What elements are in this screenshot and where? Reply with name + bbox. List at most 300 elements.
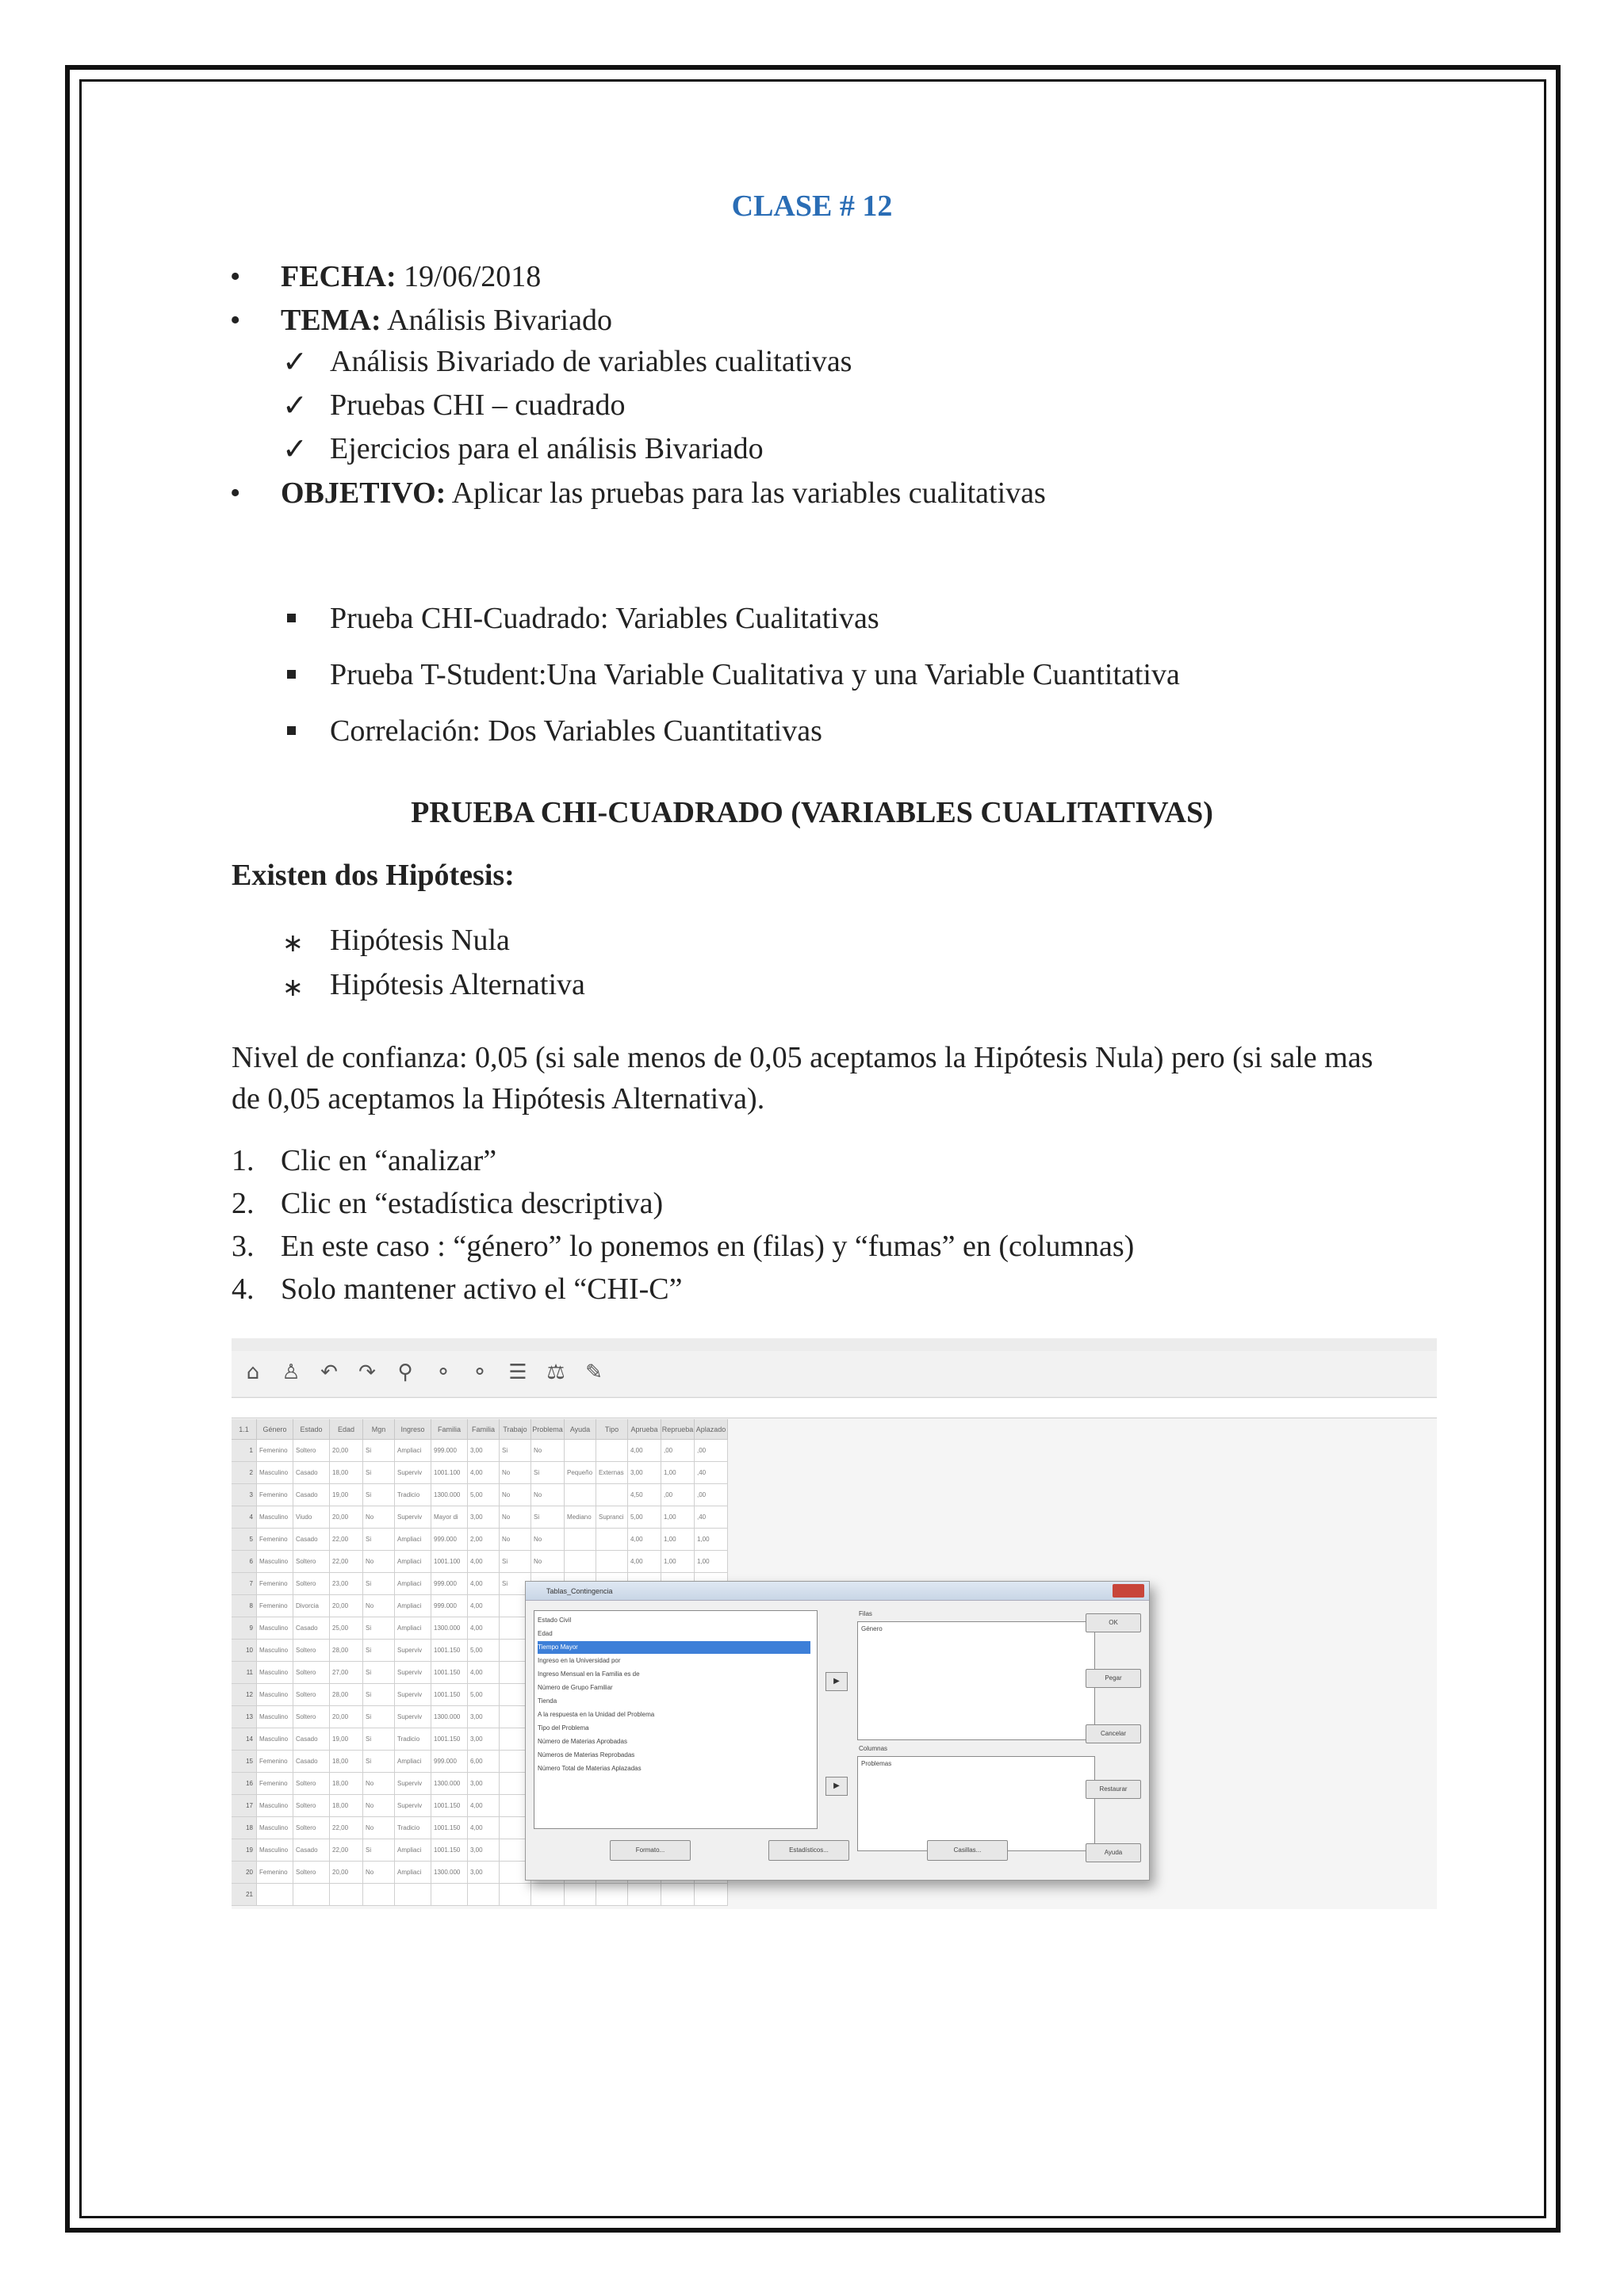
table-cell[interactable]: 20,00 — [330, 1440, 363, 1462]
table-cell[interactable]: No — [363, 1595, 395, 1617]
table-cell[interactable] — [628, 1884, 661, 1906]
table-cell[interactable]: Externas — [596, 1462, 628, 1484]
table-cell[interactable]: Masculino — [257, 1817, 293, 1839]
table-cell[interactable]: 1001.150 — [431, 1817, 468, 1839]
table-cell[interactable]: No — [363, 1773, 395, 1795]
asterisk-bullet-icon: ∗ — [282, 972, 304, 1002]
table-cell[interactable] — [565, 1884, 596, 1906]
table-cell[interactable]: 4,50 — [628, 1484, 661, 1506]
table-cell[interactable]: 1,00 — [661, 1462, 695, 1484]
table-cell[interactable]: 28,00 — [330, 1640, 363, 1662]
table-cell[interactable]: 27,00 — [330, 1662, 363, 1684]
table-cell[interactable]: Si — [363, 1751, 395, 1773]
table-cell[interactable]: Pequeño — [565, 1462, 596, 1484]
row-number[interactable]: 3 — [232, 1484, 257, 1506]
table-cell[interactable]: Si — [363, 1684, 395, 1706]
grid-column-header[interactable]: Edad — [330, 1419, 363, 1440]
table-cell[interactable]: Soltero — [293, 1706, 330, 1728]
table-cell[interactable]: 1,00 — [695, 1529, 728, 1551]
table-cell[interactable]: Si — [500, 1551, 531, 1573]
table-cell[interactable]: Si — [363, 1728, 395, 1751]
row-number[interactable]: 2 — [232, 1462, 257, 1484]
grid-column-header[interactable]: Trabajo — [500, 1419, 531, 1440]
table-cell[interactable]: 3,00 — [468, 1862, 500, 1884]
table-cell[interactable]: Si — [363, 1640, 395, 1662]
table-cell[interactable]: 1,00 — [695, 1551, 728, 1573]
square-bullet-icon — [287, 726, 296, 735]
table-cell[interactable]: 999.000 — [431, 1595, 468, 1617]
table-cell[interactable]: Si — [531, 1462, 565, 1484]
table-cell[interactable] — [293, 1884, 330, 1906]
table-cell[interactable]: Ampliaci — [395, 1551, 431, 1573]
table-cell[interactable]: Tradicio — [395, 1817, 431, 1839]
table-cell[interactable]: Si — [363, 1617, 395, 1640]
square-bullet-icon — [287, 670, 296, 679]
table-cell[interactable] — [565, 1551, 596, 1573]
objetivo-line: OBJETIVO: Aplicar las pruebas para las variables cualitativas — [281, 476, 1046, 510]
table-cell[interactable]: 1300.000 — [431, 1773, 468, 1795]
table-cell[interactable] — [257, 1884, 293, 1906]
grid-column-header[interactable]: Familia — [431, 1419, 468, 1440]
table-cell[interactable]: Ampliaci — [395, 1440, 431, 1462]
table-cell[interactable]: ,40 — [695, 1506, 728, 1529]
row-number[interactable]: 20 — [232, 1862, 257, 1884]
row-number[interactable]: 16 — [232, 1773, 257, 1795]
variable-list-item[interactable]: Número de Grupo Familiar — [538, 1684, 613, 1691]
table-row — [232, 1551, 728, 1573]
table-row — [232, 1884, 728, 1906]
table-cell[interactable]: Soltero — [293, 1795, 330, 1817]
grid-column-header[interactable]: Mgn — [363, 1419, 395, 1440]
table-cell[interactable]: 3,00 — [468, 1728, 500, 1751]
table-cell[interactable]: Femenino — [257, 1484, 293, 1506]
table-cell[interactable]: Masculino — [257, 1839, 293, 1862]
table-cell[interactable]: 28,00 — [330, 1684, 363, 1706]
table-cell[interactable]: 3,00 — [468, 1440, 500, 1462]
table-cell[interactable]: Soltero — [293, 1773, 330, 1795]
table-cell[interactable] — [596, 1440, 628, 1462]
table-cell[interactable]: 1001.150 — [431, 1728, 468, 1751]
table-cell[interactable]: 4,00 — [628, 1529, 661, 1551]
format-button[interactable]: Formato... — [610, 1840, 691, 1861]
table-cell[interactable]: 4,00 — [468, 1662, 500, 1684]
table-cell[interactable]: Si — [363, 1484, 395, 1506]
row-number[interactable]: 8 — [232, 1595, 257, 1617]
table-cell[interactable]: Casado — [293, 1751, 330, 1773]
table-cell[interactable]: Ampliaci — [395, 1751, 431, 1773]
table-cell[interactable]: 6,00 — [468, 1751, 500, 1773]
table-cell[interactable]: No — [500, 1529, 531, 1551]
marker-icon: ⚬ — [471, 1360, 488, 1384]
move-right-icon[interactable]: ▶ — [825, 1672, 848, 1691]
row-number[interactable]: 4 — [232, 1506, 257, 1529]
cells-button[interactable]: Casillas... — [927, 1840, 1008, 1861]
section-title: PRUEBA CHI-CUADRADO (VARIABLES CUALITATIVAS) — [411, 796, 1213, 829]
grid-column-header[interactable]: Aplazado — [695, 1419, 728, 1440]
table-cell[interactable]: Masculino — [257, 1706, 293, 1728]
row-number[interactable]: 5 — [232, 1529, 257, 1551]
table-cell[interactable]: No — [531, 1440, 565, 1462]
table-cell[interactable]: Casado — [293, 1462, 330, 1484]
reset-button[interactable]: Restaurar — [1086, 1780, 1141, 1799]
table-cell[interactable]: 1300.000 — [431, 1484, 468, 1506]
table-cell[interactable]: ,00 — [661, 1440, 695, 1462]
table-cell[interactable]: Masculino — [257, 1462, 293, 1484]
table-cell[interactable]: 3,00 — [468, 1773, 500, 1795]
grid-column-header[interactable]: Género — [257, 1419, 293, 1440]
prueba-item: Prueba CHI-Cuadrado: Variables Cualitativas — [330, 602, 879, 635]
variable-list-item[interactable]: Número de Materias Aprobadas — [538, 1738, 627, 1745]
row-number[interactable]: 17 — [232, 1795, 257, 1817]
variable-list[interactable] — [534, 1610, 818, 1829]
row-number[interactable]: 19 — [232, 1839, 257, 1862]
table-cell[interactable]: 4,00 — [468, 1595, 500, 1617]
table-cell[interactable]: 19,00 — [330, 1484, 363, 1506]
table-cell[interactable]: No — [500, 1484, 531, 1506]
row-number[interactable]: 14 — [232, 1728, 257, 1751]
statistics-button[interactable]: Estadísticos... — [768, 1840, 849, 1861]
table-cell[interactable]: Tradicio — [395, 1728, 431, 1751]
table-cell[interactable]: Soltero — [293, 1573, 330, 1595]
table-cell[interactable]: Si — [363, 1839, 395, 1862]
paste-button[interactable]: Pegar — [1086, 1669, 1141, 1688]
table-cell[interactable]: Casado — [293, 1839, 330, 1862]
table-cell[interactable]: ,00 — [695, 1440, 728, 1462]
table-cell[interactable]: 1300.000 — [431, 1862, 468, 1884]
table-cell[interactable]: 3,00 — [468, 1706, 500, 1728]
table-cell[interactable]: Masculino — [257, 1551, 293, 1573]
variable-list-item[interactable]: Número Total de Materias Aplazadas — [538, 1765, 642, 1772]
table-cell[interactable]: Casado — [293, 1728, 330, 1751]
table-cell[interactable]: Masculino — [257, 1617, 293, 1640]
table-cell[interactable]: 1001.150 — [431, 1662, 468, 1684]
hipotesis-heading: Existen dos Hipótesis: — [232, 859, 515, 892]
table-cell[interactable]: No — [363, 1551, 395, 1573]
filas-box[interactable]: Género — [857, 1621, 1095, 1740]
person-icon: ♙ — [282, 1360, 301, 1384]
table-cell[interactable]: 5,00 — [468, 1684, 500, 1706]
table-cell[interactable] — [596, 1551, 628, 1573]
table-cell[interactable]: 4,00 — [468, 1462, 500, 1484]
table-cell[interactable]: 1300.000 — [431, 1617, 468, 1640]
toolbar — [232, 1351, 1437, 1398]
table-cell[interactable]: Superviv — [395, 1795, 431, 1817]
table-cell[interactable]: No — [363, 1795, 395, 1817]
dialog-title: Tablas_Contingencia — [526, 1582, 1149, 1601]
table-cell[interactable]: 5,00 — [468, 1640, 500, 1662]
table-cell[interactable]: No — [363, 1817, 395, 1839]
table-cell[interactable]: Soltero — [293, 1640, 330, 1662]
table-cell[interactable]: Masculino — [257, 1795, 293, 1817]
table-cell[interactable]: No — [500, 1506, 531, 1529]
variable-list-item[interactable]: A la respuesta en la Unidad del Problema — [538, 1711, 655, 1718]
step-text: Clic en “estadística descriptiva) — [281, 1187, 664, 1220]
table-cell[interactable] — [531, 1884, 565, 1906]
table-cell[interactable]: ,00 — [661, 1484, 695, 1506]
table-cell[interactable]: 1300.000 — [431, 1706, 468, 1728]
table-cell[interactable]: Ampliaci — [395, 1595, 431, 1617]
columnas-box[interactable]: Problemas — [857, 1756, 1095, 1851]
grid-column-header[interactable]: Reprueba — [661, 1419, 695, 1440]
table-cell[interactable]: Si — [500, 1573, 531, 1595]
variable-list-item[interactable]: Ingreso en la Universidad por — [538, 1657, 621, 1664]
table-cell[interactable]: Ampliaci — [395, 1573, 431, 1595]
table-cell[interactable] — [395, 1884, 431, 1906]
table-cell[interactable]: Soltero — [293, 1662, 330, 1684]
table-cell[interactable]: Superviv — [395, 1706, 431, 1728]
table-cell[interactable]: 22,00 — [330, 1817, 363, 1839]
table-cell[interactable]: 20,00 — [330, 1862, 363, 1884]
table-cell[interactable]: Viudo — [293, 1506, 330, 1529]
table-cell[interactable]: Masculino — [257, 1662, 293, 1684]
help-button[interactable]: Ayuda — [1086, 1843, 1141, 1862]
row-number[interactable]: 15 — [232, 1751, 257, 1773]
prueba-item: Correlación: Dos Variables Cuantitativas — [330, 714, 822, 748]
table-cell[interactable]: No — [531, 1484, 565, 1506]
grid-column-header[interactable]: Familia — [468, 1419, 500, 1440]
table-cell[interactable] — [500, 1884, 531, 1906]
table-cell[interactable]: Superviv — [395, 1506, 431, 1529]
square-bullet-icon — [287, 614, 296, 622]
grid-column-header[interactable]: 1.1 — [232, 1419, 257, 1440]
row-number[interactable]: 21 — [232, 1884, 257, 1906]
table-cell[interactable]: Soltero — [293, 1862, 330, 1884]
row-number[interactable]: 12 — [232, 1684, 257, 1706]
grid-icon: ☰ — [508, 1360, 527, 1384]
table-cell[interactable]: No — [363, 1862, 395, 1884]
table-cell[interactable]: Soltero — [293, 1440, 330, 1462]
table-cell[interactable]: 1001.100 — [431, 1462, 468, 1484]
table-cell[interactable]: Si — [363, 1529, 395, 1551]
table-cell[interactable]: No — [531, 1529, 565, 1551]
table-cell[interactable]: 23,00 — [330, 1573, 363, 1595]
tema-line: TEMA: Análisis Bivariado — [281, 304, 612, 337]
table-cell[interactable]: Si — [363, 1440, 395, 1462]
table-cell[interactable] — [363, 1884, 395, 1906]
table-row — [232, 1462, 728, 1484]
table-cell[interactable]: Ampliaci — [395, 1529, 431, 1551]
table-cell[interactable]: Si — [363, 1662, 395, 1684]
hipotesis-item: Hipótesis Nula — [330, 924, 510, 957]
table-cell[interactable]: 4,00 — [468, 1573, 500, 1595]
table-cell[interactable] — [596, 1484, 628, 1506]
row-number[interactable]: 13 — [232, 1706, 257, 1728]
tema-item: Pruebas CHI – cuadrado — [330, 388, 626, 422]
table-cell[interactable] — [565, 1529, 596, 1551]
table-cell[interactable]: ,40 — [695, 1462, 728, 1484]
table-cell[interactable]: 1,00 — [661, 1529, 695, 1551]
table-cell[interactable]: 999.000 — [431, 1529, 468, 1551]
table-cell[interactable]: Si — [363, 1573, 395, 1595]
table-cell[interactable]: 1001.150 — [431, 1684, 468, 1706]
variable-list-item[interactable]: Números de Materias Reprobadas — [538, 1751, 635, 1758]
table-cell[interactable]: 20,00 — [330, 1706, 363, 1728]
move-right-icon[interactable]: ▶ — [825, 1777, 848, 1796]
table-cell[interactable]: 3,00 — [468, 1839, 500, 1862]
table-cell[interactable] — [661, 1884, 695, 1906]
variable-list-item[interactable]: Estado Civil — [538, 1617, 572, 1624]
table-cell[interactable]: Si — [363, 1462, 395, 1484]
table-cell[interactable]: Femenino — [257, 1529, 293, 1551]
table-cell[interactable]: No — [363, 1506, 395, 1529]
row-number[interactable]: 10 — [232, 1640, 257, 1662]
table-cell[interactable]: 4,00 — [468, 1817, 500, 1839]
table-cell[interactable]: 20,00 — [330, 1506, 363, 1529]
table-cell[interactable]: 4,00 — [468, 1617, 500, 1640]
variable-list-item[interactable]: Tipo del Problema — [538, 1724, 589, 1732]
table-cell[interactable]: 22,00 — [330, 1839, 363, 1862]
prueba-item: Prueba T-Student:Una Variable Cualitativa y una Variable Cuantitativa — [330, 658, 1180, 691]
table-cell[interactable] — [468, 1884, 500, 1906]
table-cell[interactable]: Masculino — [257, 1506, 293, 1529]
table-cell[interactable] — [596, 1884, 628, 1906]
variable-list-item[interactable]: Edad — [538, 1630, 553, 1637]
row-number[interactable]: 1 — [232, 1440, 257, 1462]
grid-column-header[interactable]: Ingreso — [395, 1419, 431, 1440]
table-cell[interactable]: Femenino — [257, 1573, 293, 1595]
table-cell[interactable]: ,00 — [695, 1484, 728, 1506]
row-number[interactable]: 7 — [232, 1573, 257, 1595]
close-icon[interactable] — [1113, 1584, 1144, 1598]
grid-column-header[interactable]: Problema — [531, 1419, 565, 1440]
variable-list-item[interactable]: Ingreso Mensual en la Familia es de — [538, 1670, 640, 1678]
table-cell[interactable]: Tradicio — [395, 1484, 431, 1506]
table-cell[interactable]: 18,00 — [330, 1751, 363, 1773]
grid-column-header[interactable]: Ayuda — [565, 1419, 596, 1440]
table-cell[interactable]: No — [531, 1551, 565, 1573]
grid-column-header[interactable]: Tipo — [596, 1419, 628, 1440]
table-cell[interactable]: 4,00 — [468, 1551, 500, 1573]
table-cell[interactable] — [330, 1884, 363, 1906]
table-cell[interactable]: 999.000 — [431, 1751, 468, 1773]
table-cell[interactable]: Superviv — [395, 1662, 431, 1684]
table-cell[interactable]: Ampliaci — [395, 1617, 431, 1640]
row-number[interactable]: 11 — [232, 1662, 257, 1684]
bullet-dot-icon: • — [230, 260, 241, 293]
filas-label: Filas — [859, 1610, 872, 1617]
table-cell[interactable] — [695, 1884, 728, 1906]
asterisk-bullet-icon: ∗ — [282, 928, 304, 958]
menu-bar — [232, 1338, 1437, 1352]
table-cell[interactable]: Soltero — [293, 1551, 330, 1573]
table-cell[interactable]: 999.000 — [431, 1573, 468, 1595]
table-cell[interactable]: 19,00 — [330, 1728, 363, 1751]
table-cell[interactable] — [565, 1440, 596, 1462]
table-cell[interactable]: Masculino — [257, 1728, 293, 1751]
cancel-button[interactable]: Cancelar — [1086, 1724, 1141, 1743]
table-row — [232, 1506, 728, 1529]
columnas-label: Columnas — [859, 1745, 888, 1752]
tema-item: Análisis Bivariado de variables cualitativas — [330, 345, 852, 378]
checkmark-icon: ✓ — [282, 344, 308, 379]
table-cell[interactable]: 4,00 — [468, 1795, 500, 1817]
table-cell[interactable]: 20,00 — [330, 1595, 363, 1617]
table-cell[interactable]: 3,00 — [628, 1462, 661, 1484]
variable-list-item[interactable]: Tienda — [538, 1697, 557, 1705]
table-cell[interactable]: No — [500, 1462, 531, 1484]
table-cell[interactable]: 1001.150 — [431, 1839, 468, 1862]
table-cell[interactable]: Supranci — [596, 1506, 628, 1529]
table-cell[interactable]: 2,00 — [468, 1529, 500, 1551]
step-number: 2. — [232, 1187, 255, 1220]
table-cell[interactable]: 4,00 — [628, 1551, 661, 1573]
table-cell[interactable]: 1001.100 — [431, 1551, 468, 1573]
table-cell[interactable]: 1,00 — [661, 1506, 695, 1529]
tag-icon: ✎ — [585, 1360, 603, 1384]
bullet-dot-icon: • — [230, 476, 241, 510]
variable-list-item[interactable]: Tiempo Mayor — [538, 1641, 810, 1654]
table-cell[interactable]: Casado — [293, 1617, 330, 1640]
table-cell[interactable]: Masculino — [257, 1640, 293, 1662]
step-number: 1. — [232, 1144, 255, 1177]
row-number[interactable]: 6 — [232, 1551, 257, 1573]
table-cell[interactable]: Divorcia — [293, 1595, 330, 1617]
table-cell[interactable]: Ampliaci — [395, 1862, 431, 1884]
grid-column-header[interactable]: Aprueba — [628, 1419, 661, 1440]
table-cell[interactable] — [596, 1529, 628, 1551]
table-cell[interactable]: Femenino — [257, 1773, 293, 1795]
table-cell[interactable]: 18,00 — [330, 1462, 363, 1484]
step-number: 3. — [232, 1230, 255, 1263]
table-cell[interactable]: 1001.150 — [431, 1640, 468, 1662]
table-cell[interactable]: Superviv — [395, 1640, 431, 1662]
page-title: CLASE # 12 — [731, 189, 893, 223]
table-cell[interactable]: 4,00 — [628, 1440, 661, 1462]
cell-editor-bar — [232, 1399, 1437, 1418]
table-cell[interactable]: Superviv — [395, 1462, 431, 1484]
ok-button[interactable]: OK — [1086, 1613, 1141, 1632]
table-cell[interactable]: Femenino — [257, 1595, 293, 1617]
table-cell[interactable]: 999.000 — [431, 1440, 468, 1462]
undo-icon: ↶ — [320, 1360, 338, 1384]
table-cell[interactable]: 22,00 — [330, 1529, 363, 1551]
table-cell[interactable]: 18,00 — [330, 1773, 363, 1795]
table-cell[interactable]: 5,00 — [628, 1506, 661, 1529]
table-cell[interactable]: Si — [500, 1440, 531, 1462]
row-number[interactable]: 18 — [232, 1817, 257, 1839]
table-cell[interactable]: Superviv — [395, 1684, 431, 1706]
table-cell[interactable]: 25,00 — [330, 1617, 363, 1640]
table-cell[interactable]: 3,00 — [468, 1506, 500, 1529]
table-cell[interactable]: Masculino — [257, 1684, 293, 1706]
table-cell[interactable] — [565, 1484, 596, 1506]
table-cell[interactable]: Mayor di — [431, 1506, 468, 1529]
table-cell[interactable]: Soltero — [293, 1684, 330, 1706]
table-cell[interactable]: 18,00 — [330, 1795, 363, 1817]
table-cell[interactable]: 1,00 — [661, 1551, 695, 1573]
checkmark-icon: ✓ — [282, 388, 308, 423]
table-cell[interactable]: Ampliaci — [395, 1839, 431, 1862]
table-cell[interactable]: Superviv — [395, 1773, 431, 1795]
table-cell[interactable]: Si — [531, 1506, 565, 1529]
row-number[interactable]: 9 — [232, 1617, 257, 1640]
table-cell[interactable]: Casado — [293, 1484, 330, 1506]
grid-column-header[interactable]: Estado — [293, 1419, 330, 1440]
table-cell[interactable]: 22,00 — [330, 1551, 363, 1573]
table-cell[interactable]: Soltero — [293, 1817, 330, 1839]
table-cell[interactable]: 5,00 — [468, 1484, 500, 1506]
table-cell[interactable]: Si — [363, 1706, 395, 1728]
table-cell[interactable]: Femenino — [257, 1440, 293, 1462]
table-cell[interactable]: Casado — [293, 1529, 330, 1551]
table-cell[interactable] — [431, 1884, 468, 1906]
table-cell[interactable]: Femenino — [257, 1862, 293, 1884]
fecha-line: FECHA: 19/06/2018 — [281, 260, 542, 293]
hipotesis-item: Hipótesis Alternativa — [330, 968, 585, 1001]
table-cell[interactable]: Mediano — [565, 1506, 596, 1529]
table-cell[interactable]: 1001.150 — [431, 1795, 468, 1817]
table-cell[interactable]: Femenino — [257, 1751, 293, 1773]
